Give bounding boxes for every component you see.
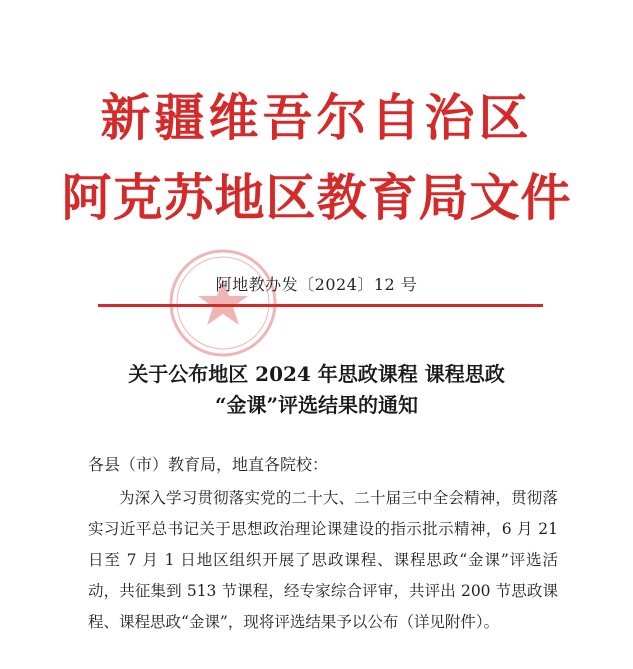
document-number: 阿地教办发〔2024〕12 号 xyxy=(215,275,418,294)
notice-title-line-2: “金课”评选结果的通知 xyxy=(214,393,418,417)
red-divider-line xyxy=(98,304,543,307)
body-paragraph: 为深入学习贯彻落实党的二十大、二十届三中全会精神，贯彻落实习近平总书记关于思想政治理论课建设的指示批示精神，6 月 21 日至 7 月 1 日地区组织开展了思政课程、课程思政“金课”评选活动，共征集到 513 节课程，经专家综合评审，共评出 200 节思政课程、课程思政“金课”，现将评选结果予以公布（详见附件）。 xyxy=(88,489,558,631)
document-header-line-2: 阿克苏地区教育局文件 xyxy=(61,168,572,227)
salutation: 各县（市）教育局，地直各院校： xyxy=(88,455,329,474)
official-seal-icon xyxy=(168,248,278,358)
notice-title-line-1: 关于公布地区 2024 年思政课程 课程思政 xyxy=(128,362,505,386)
document-header-line-1: 新疆维吾尔自治区 xyxy=(100,88,533,147)
